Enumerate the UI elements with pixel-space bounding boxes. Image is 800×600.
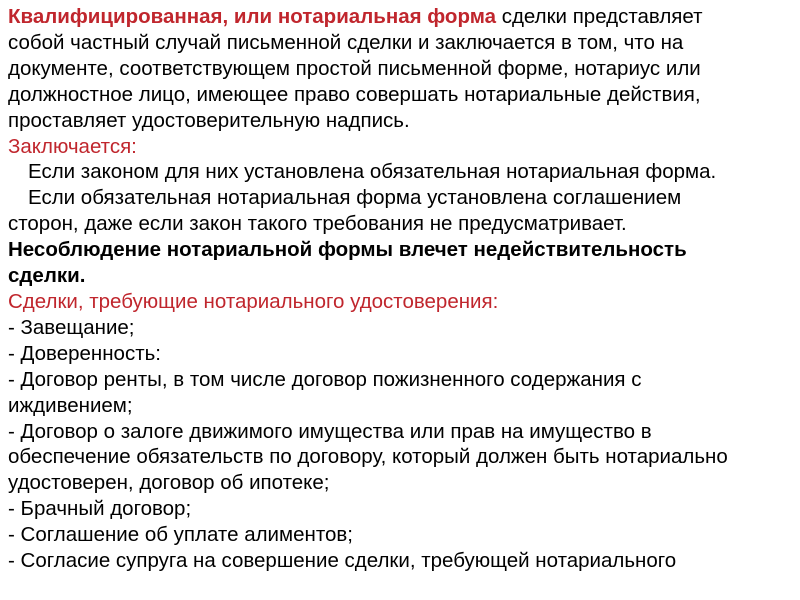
required-item: - Брачный договор; (8, 497, 192, 521)
required-item: - Согласие супруга на совершение сделки, требующей нотариального (8, 549, 677, 573)
slide-content (8, 4, 792, 574)
required-item: - Соглашение об уплате алиментов; (8, 523, 353, 547)
required-item-continuation: иждивением; (8, 393, 133, 417)
required-item: - Договор о залоге движимого имущества или прав на имущество в (8, 419, 652, 443)
definition-line: должностное лицо, имеющее право совершать нотариальные действия, (8, 82, 701, 106)
required-heading: Сделки, требующие нотариального удостоверения: (8, 289, 499, 313)
definition-term: Квалифицированная, или нотариальная форма (8, 5, 496, 28)
definition-line-1 (8, 4, 792, 30)
definition-line: документе, соответствующем простой письменной форме, нотариус или (8, 56, 701, 80)
consequence-line: Несоблюдение нотариальной формы влечет недействительность (8, 238, 687, 262)
required-item-continuation: обеспечение обязательств по договору, который должен быть нотариально (8, 445, 728, 469)
required-item: - Завещание; (8, 315, 135, 339)
required-item: - Договор ренты, в том числе договор пожизненного содержания с (8, 367, 642, 391)
required-item-continuation: удостоверен, договор об ипотеке; (8, 471, 330, 495)
definition-line: собой частный случай письменной сделки и заключается в том, что на (8, 30, 684, 54)
consequence-line: сделки. (8, 264, 86, 288)
applies-heading: Заключается: (8, 134, 137, 158)
applies-item: Если законом для них установлена обязательная нотариальная форма. (28, 160, 717, 184)
applies-item-continuation: сторон, даже если закон такого требования не предусматривает. (8, 212, 627, 236)
applies-item: Если обязательная нотариальная форма установлена соглашением (28, 186, 682, 210)
required-item: - Доверенность: (8, 341, 161, 365)
definition-line: проставляет удостоверительную надпись. (8, 108, 410, 132)
definition-text: сделки представляет (496, 5, 703, 28)
